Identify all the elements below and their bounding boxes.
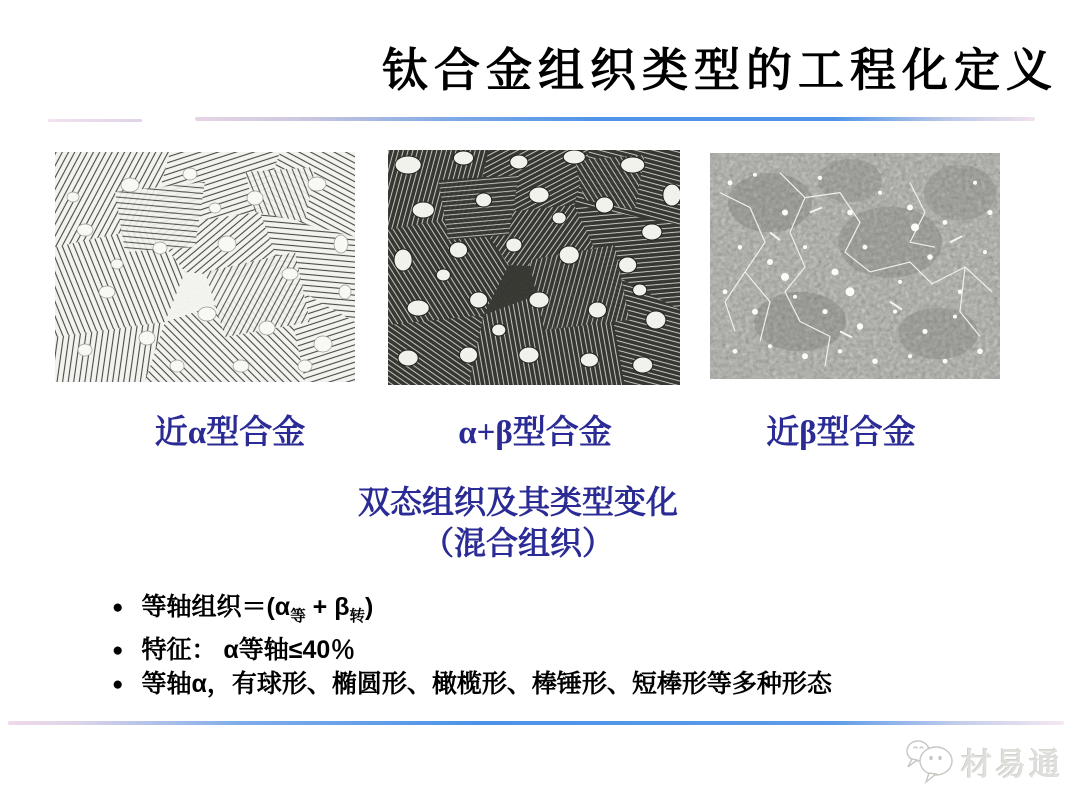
bullet1-mid: + β [305, 593, 350, 621]
watermark [903, 736, 1063, 786]
micrograph-label-alpha-beta: α+β型合金 [458, 415, 612, 451]
micrograph-near-beta [710, 153, 1000, 379]
bullet-text-3: 等轴α，有球形、椭圆形、橄榄形、棒锤形、短棒形等多种形态 [141, 670, 832, 698]
bullet-item-2 [112, 637, 832, 664]
micrograph-near-beta-image [710, 153, 1000, 379]
bullet-item-3 [112, 671, 832, 698]
bullet-marker-2: ● [112, 640, 124, 661]
bullet1-pre: 等轴组织＝(α [141, 593, 291, 621]
bullet-marker-1: ● [112, 597, 124, 618]
bullet-text-1 [141, 594, 373, 630]
subtitle-line1: 双态组织及其类型变化 [357, 484, 678, 520]
bullet-text-2: 特征： α等轴≤40％ [141, 636, 356, 664]
micrograph-alpha-beta-image [388, 150, 680, 385]
subtitle [118, 482, 918, 564]
wechat-bubbles-icon [903, 736, 957, 786]
title-underline [195, 117, 1035, 121]
bullet1-sub2: 转 [349, 608, 365, 625]
micrograph-label-near-alpha: 近α型合金 [154, 415, 306, 451]
bottom-divider [8, 721, 1064, 725]
subtitle-line2: （混合组织） [421, 525, 614, 561]
micrograph-near-alpha [55, 152, 355, 382]
micrograph-label-near-beta: 近β型合金 [766, 415, 916, 451]
bullet-marker-3: ● [112, 674, 124, 695]
bullet1-sub1: 等 [290, 608, 306, 625]
page-title: 钛合金组织类型的工程化定义 [382, 45, 1058, 96]
bullet-list [112, 594, 832, 705]
title-underline-accent [48, 119, 142, 122]
bullet1-post: ) [364, 593, 374, 621]
bullet-item-1 [112, 594, 832, 630]
watermark-text: 材易通 [961, 746, 1063, 782]
micrograph-alpha-beta [388, 150, 680, 385]
micrograph-near-alpha-image [55, 152, 355, 382]
